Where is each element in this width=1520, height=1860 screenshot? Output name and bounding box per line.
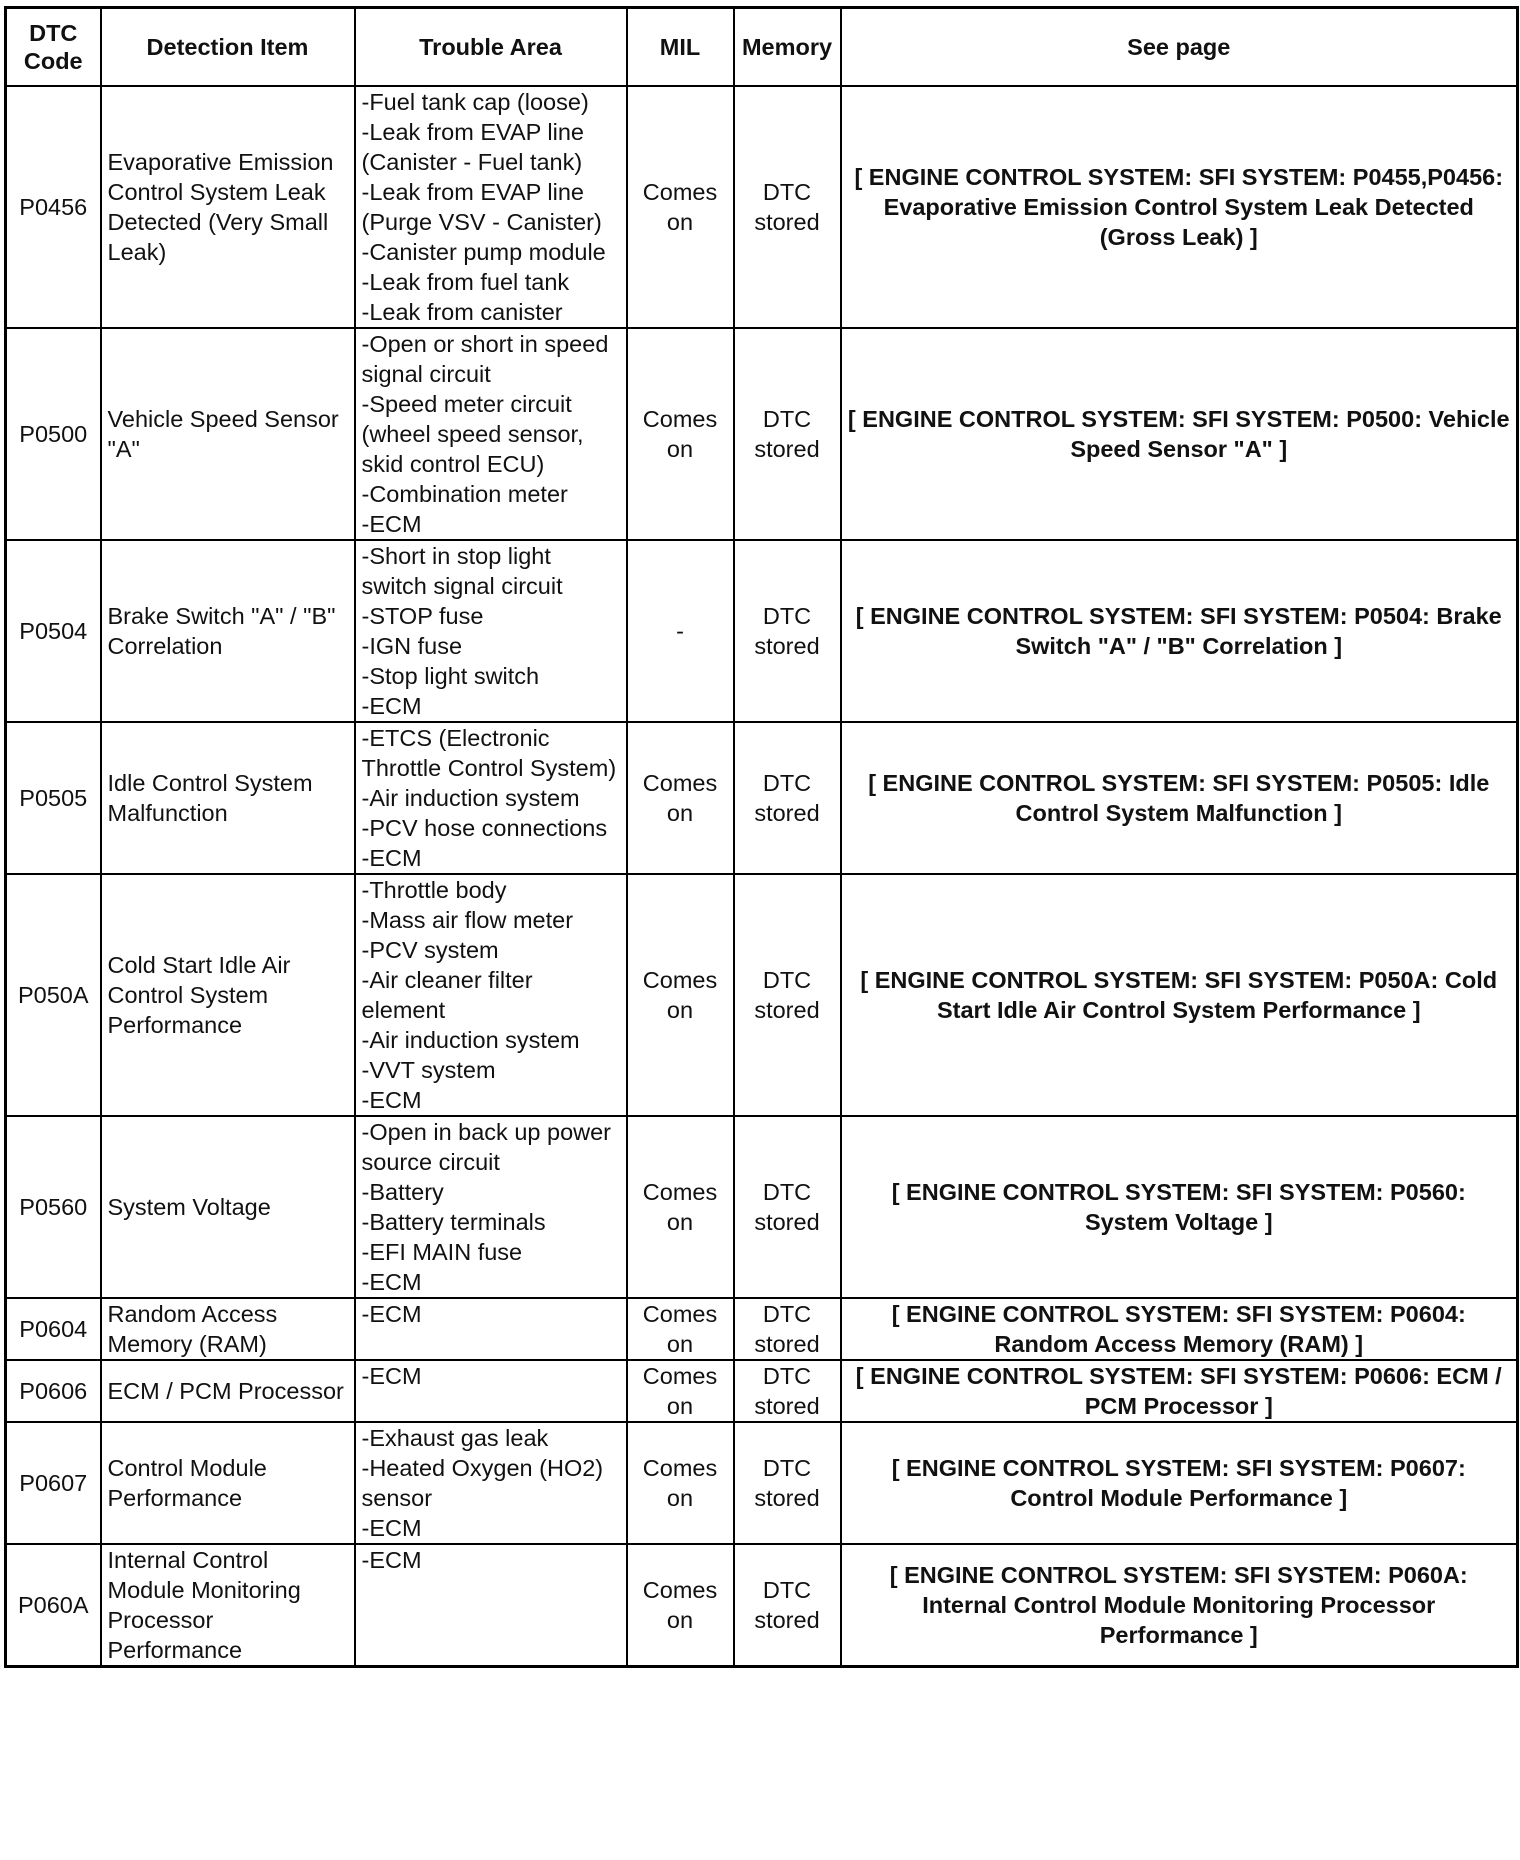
detection-item-cell: Random Access Memory (RAM)	[101, 1298, 355, 1360]
trouble-area-line: -ETCS (Electronic Throttle Control System)	[361, 725, 617, 781]
trouble-area-cell	[355, 540, 627, 722]
trouble-area-line: -Leak from fuel tank	[361, 269, 570, 295]
trouble-area-cell	[355, 328, 627, 540]
detection-item-cell: ECM / PCM Processor	[101, 1360, 355, 1422]
table-row	[6, 1116, 1518, 1298]
table-row	[6, 1422, 1518, 1544]
trouble-area-line: -Combination meter	[361, 481, 568, 507]
trouble-area-line: -Canister pump module	[361, 239, 606, 265]
table-row	[6, 86, 1518, 328]
mil-cell: -	[627, 540, 734, 722]
mil-cell: Comes on	[627, 328, 734, 540]
trouble-area-line: -ECM	[361, 1515, 422, 1541]
mil-cell: Comes on	[627, 1116, 734, 1298]
memory-cell: DTC stored	[734, 1422, 841, 1544]
dtc-code-cell: P0560	[6, 1116, 101, 1298]
trouble-area-line: -ECM	[361, 845, 422, 871]
dtc-table-container	[4, 6, 1516, 1668]
dtc-code-cell: P0504	[6, 540, 101, 722]
header-memory: Memory	[734, 8, 841, 87]
mil-cell: Comes on	[627, 1360, 734, 1422]
table-row	[6, 874, 1518, 1116]
see-page-cell: [ ENGINE CONTROL SYSTEM: SFI SYSTEM: P050A: Cold Start Idle Air Control System Performance ]	[841, 874, 1518, 1116]
header-trouble-area: Trouble Area	[355, 8, 627, 87]
mil-cell: Comes on	[627, 1422, 734, 1544]
trouble-area-line: -Throttle body	[361, 877, 507, 903]
trouble-area-line: -Speed meter circuit (wheel speed sensor, skid control ECU)	[361, 391, 584, 477]
table-row	[6, 1360, 1518, 1422]
see-page-cell: [ ENGINE CONTROL SYSTEM: SFI SYSTEM: P0504: Brake Switch "A" / "B" Correlation ]	[841, 540, 1518, 722]
trouble-area-line: -ECM	[361, 693, 422, 719]
trouble-area-line: -EFI MAIN fuse	[361, 1239, 523, 1265]
memory-cell: DTC stored	[734, 1544, 841, 1667]
trouble-area-line: -ECM	[361, 1087, 422, 1113]
memory-cell: DTC stored	[734, 86, 841, 328]
mil-cell: Comes on	[627, 1298, 734, 1360]
table-row	[6, 328, 1518, 540]
detection-item-cell: System Voltage	[101, 1116, 355, 1298]
dtc-code-cell: P050A	[6, 874, 101, 1116]
trouble-area-cell	[355, 86, 627, 328]
trouble-area-cell	[355, 722, 627, 874]
trouble-area-line: -Leak from EVAP line (Canister - Fuel tank)	[361, 119, 584, 175]
see-page-cell: [ ENGINE CONTROL SYSTEM: SFI SYSTEM: P0604: Random Access Memory (RAM) ]	[841, 1298, 1518, 1360]
see-page-cell: [ ENGINE CONTROL SYSTEM: SFI SYSTEM: P060A: Internal Control Module Monitoring Processor Performance ]	[841, 1544, 1518, 1667]
trouble-area-line: -IGN fuse	[361, 633, 463, 659]
dtc-code-cell: P0606	[6, 1360, 101, 1422]
dtc-code-cell: P0607	[6, 1422, 101, 1544]
table-row	[6, 722, 1518, 874]
trouble-area-line: -Open or short in speed signal circuit	[361, 331, 609, 387]
mil-cell: Comes on	[627, 1544, 734, 1667]
memory-cell: DTC stored	[734, 1298, 841, 1360]
see-page-cell: [ ENGINE CONTROL SYSTEM: SFI SYSTEM: P0455,P0456: Evaporative Emission Control System Leak Detected (Gross Leak) ]	[841, 86, 1518, 328]
memory-cell: DTC stored	[734, 1360, 841, 1422]
trouble-area-line: -Leak from canister	[361, 299, 563, 325]
header-see-page: See page	[841, 8, 1518, 87]
memory-cell: DTC stored	[734, 722, 841, 874]
mil-cell: Comes on	[627, 86, 734, 328]
trouble-area-cell	[355, 1422, 627, 1544]
dtc-table	[4, 6, 1519, 1668]
mil-cell: Comes on	[627, 722, 734, 874]
trouble-area-line: -ECM	[361, 1363, 422, 1389]
table-row	[6, 1298, 1518, 1360]
trouble-area-line: -Air induction system	[361, 785, 580, 811]
see-page-cell: [ ENGINE CONTROL SYSTEM: SFI SYSTEM: P0606: ECM / PCM Processor ]	[841, 1360, 1518, 1422]
trouble-area-line: -ECM	[361, 1269, 422, 1295]
trouble-area-line: -Mass air flow meter	[361, 907, 574, 933]
detection-item-cell: Vehicle Speed Sensor "A"	[101, 328, 355, 540]
see-page-cell: [ ENGINE CONTROL SYSTEM: SFI SYSTEM: P0560: System Voltage ]	[841, 1116, 1518, 1298]
detection-item-cell: Evaporative Emission Control System Leak Detected (Very Small Leak)	[101, 86, 355, 328]
detection-item-cell: Brake Switch "A" / "B" Correlation	[101, 540, 355, 722]
trouble-area-line: -PCV system	[361, 937, 499, 963]
trouble-area-cell	[355, 874, 627, 1116]
trouble-area-line: -Fuel tank cap (loose)	[361, 89, 589, 115]
dtc-code-cell: P0604	[6, 1298, 101, 1360]
table-header-row	[6, 8, 1518, 87]
header-mil: MIL	[627, 8, 734, 87]
dtc-code-cell: P0500	[6, 328, 101, 540]
table-row	[6, 1544, 1518, 1667]
trouble-area-line: -Stop light switch	[361, 663, 540, 689]
trouble-area-line: -Air cleaner filter element	[361, 967, 533, 1023]
memory-cell: DTC stored	[734, 1116, 841, 1298]
trouble-area-line: -Open in back up power source circuit	[361, 1119, 612, 1175]
mil-cell: Comes on	[627, 874, 734, 1116]
trouble-area-line: -ECM	[361, 1301, 422, 1327]
detection-item-cell: Cold Start Idle Air Control System Performance	[101, 874, 355, 1116]
dtc-code-cell: P0505	[6, 722, 101, 874]
memory-cell: DTC stored	[734, 540, 841, 722]
see-page-cell: [ ENGINE CONTROL SYSTEM: SFI SYSTEM: P0607: Control Module Performance ]	[841, 1422, 1518, 1544]
memory-cell: DTC stored	[734, 328, 841, 540]
trouble-area-line: -ECM	[361, 1547, 422, 1573]
trouble-area-line: -Battery terminals	[361, 1209, 546, 1235]
trouble-area-line: -Air induction system	[361, 1027, 580, 1053]
dtc-code-cell: P060A	[6, 1544, 101, 1667]
detection-item-cell: Control Module Performance	[101, 1422, 355, 1544]
header-detection-item: Detection Item	[101, 8, 355, 87]
table-body	[6, 86, 1518, 1667]
trouble-area-cell	[355, 1116, 627, 1298]
trouble-area-line: -Short in stop light switch signal circuit	[361, 543, 563, 599]
trouble-area-cell	[355, 1360, 627, 1422]
detection-item-cell: Idle Control System Malfunction	[101, 722, 355, 874]
trouble-area-line: -PCV hose connections	[361, 815, 608, 841]
trouble-area-line: -VVT system	[361, 1057, 496, 1083]
header-dtc-code: DTC Code	[6, 8, 101, 87]
trouble-area-line: -Battery	[361, 1179, 444, 1205]
trouble-area-line: -Heated Oxygen (HO2) sensor	[361, 1455, 604, 1511]
detection-item-cell: Internal Control Module Monitoring Processor Performance	[101, 1544, 355, 1667]
trouble-area-cell	[355, 1298, 627, 1360]
memory-cell: DTC stored	[734, 874, 841, 1116]
trouble-area-line: -STOP fuse	[361, 603, 484, 629]
see-page-cell: [ ENGINE CONTROL SYSTEM: SFI SYSTEM: P0505: Idle Control System Malfunction ]	[841, 722, 1518, 874]
table-row	[6, 540, 1518, 722]
trouble-area-line: -Leak from EVAP line (Purge VSV - Canister)	[361, 179, 602, 235]
trouble-area-line: -ECM	[361, 511, 422, 537]
trouble-area-line: -Exhaust gas leak	[361, 1425, 549, 1451]
dtc-code-cell: P0456	[6, 86, 101, 328]
see-page-cell: [ ENGINE CONTROL SYSTEM: SFI SYSTEM: P0500: Vehicle Speed Sensor "A" ]	[841, 328, 1518, 540]
trouble-area-cell	[355, 1544, 627, 1667]
